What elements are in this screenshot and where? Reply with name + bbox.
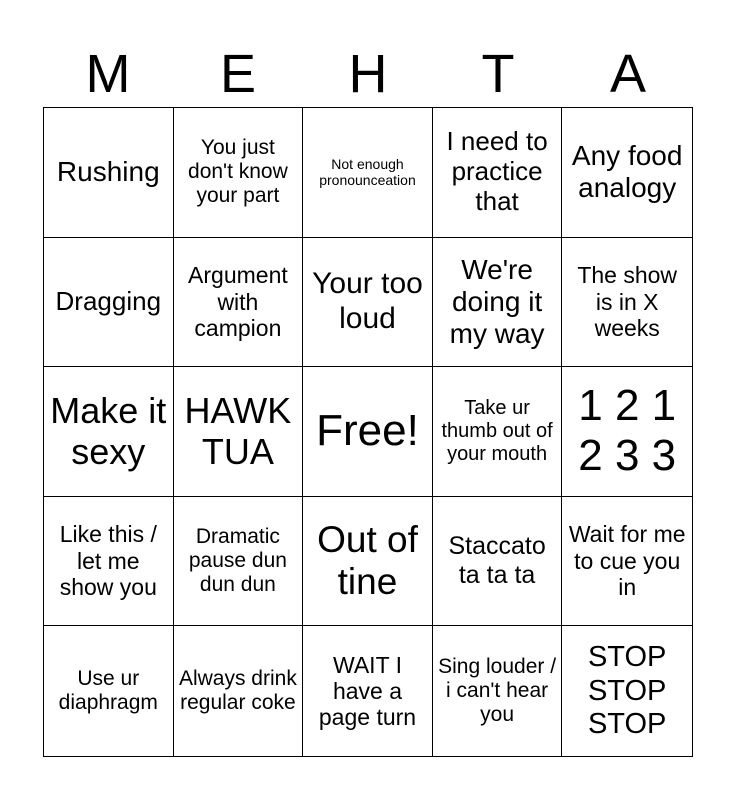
bingo-cell[interactable]: Wait for me to cue you in (562, 497, 692, 627)
bingo-cell[interactable]: Always drink regular coke (174, 626, 304, 756)
bingo-cell[interactable]: Dragging (44, 238, 174, 368)
bingo-cell[interactable]: Take ur thumb out of your mouth (433, 367, 563, 497)
header-letter-a: A (609, 44, 647, 104)
header-letter-m: M (85, 44, 131, 104)
bingo-cell[interactable]: You just don't know your part (174, 108, 304, 238)
bingo-cell[interactable]: Any food analogy (562, 108, 692, 238)
header-letter-t: T (481, 44, 515, 104)
bingo-cell[interactable]: The show is in X weeks (562, 238, 692, 368)
bingo-cell[interactable]: Staccato ta ta ta (433, 497, 563, 627)
bingo-cell[interactable]: Sing louder / i can't hear you (433, 626, 563, 756)
bingo-cell[interactable]: Dramatic pause dun dun dun (174, 497, 304, 627)
bingo-cell[interactable]: WAIT I have a page turn (303, 626, 433, 756)
bingo-cell[interactable]: I need to practice that (433, 108, 563, 238)
bingo-cell[interactable]: Like this / let me show you (44, 497, 174, 627)
free-space-cell[interactable]: Free! (303, 367, 433, 497)
bingo-cell[interactable]: Use ur diaphragm (44, 626, 174, 756)
bingo-cell[interactable]: Argument with campion (174, 238, 304, 368)
bingo-cell[interactable]: 1 2 1 2 3 3 (562, 367, 692, 497)
bingo-cell[interactable]: Out of tine (303, 497, 433, 627)
bingo-header (43, 42, 693, 106)
bingo-cell[interactable]: HAWK TUA (174, 367, 304, 497)
bingo-board (43, 107, 693, 757)
bingo-cell[interactable]: Rushing (44, 108, 174, 238)
bingo-cell[interactable]: Make it sexy (44, 367, 174, 497)
bingo-cell[interactable]: We're doing it my way (433, 238, 563, 368)
bingo-cell[interactable]: Not enough pronounceation (303, 108, 433, 238)
bingo-cell[interactable]: STOP STOP STOP (587, 641, 667, 740)
header-letter-e: E (219, 44, 257, 104)
header-letter-h: H (348, 44, 388, 104)
bingo-cell[interactable]: Your too loud (303, 238, 433, 368)
